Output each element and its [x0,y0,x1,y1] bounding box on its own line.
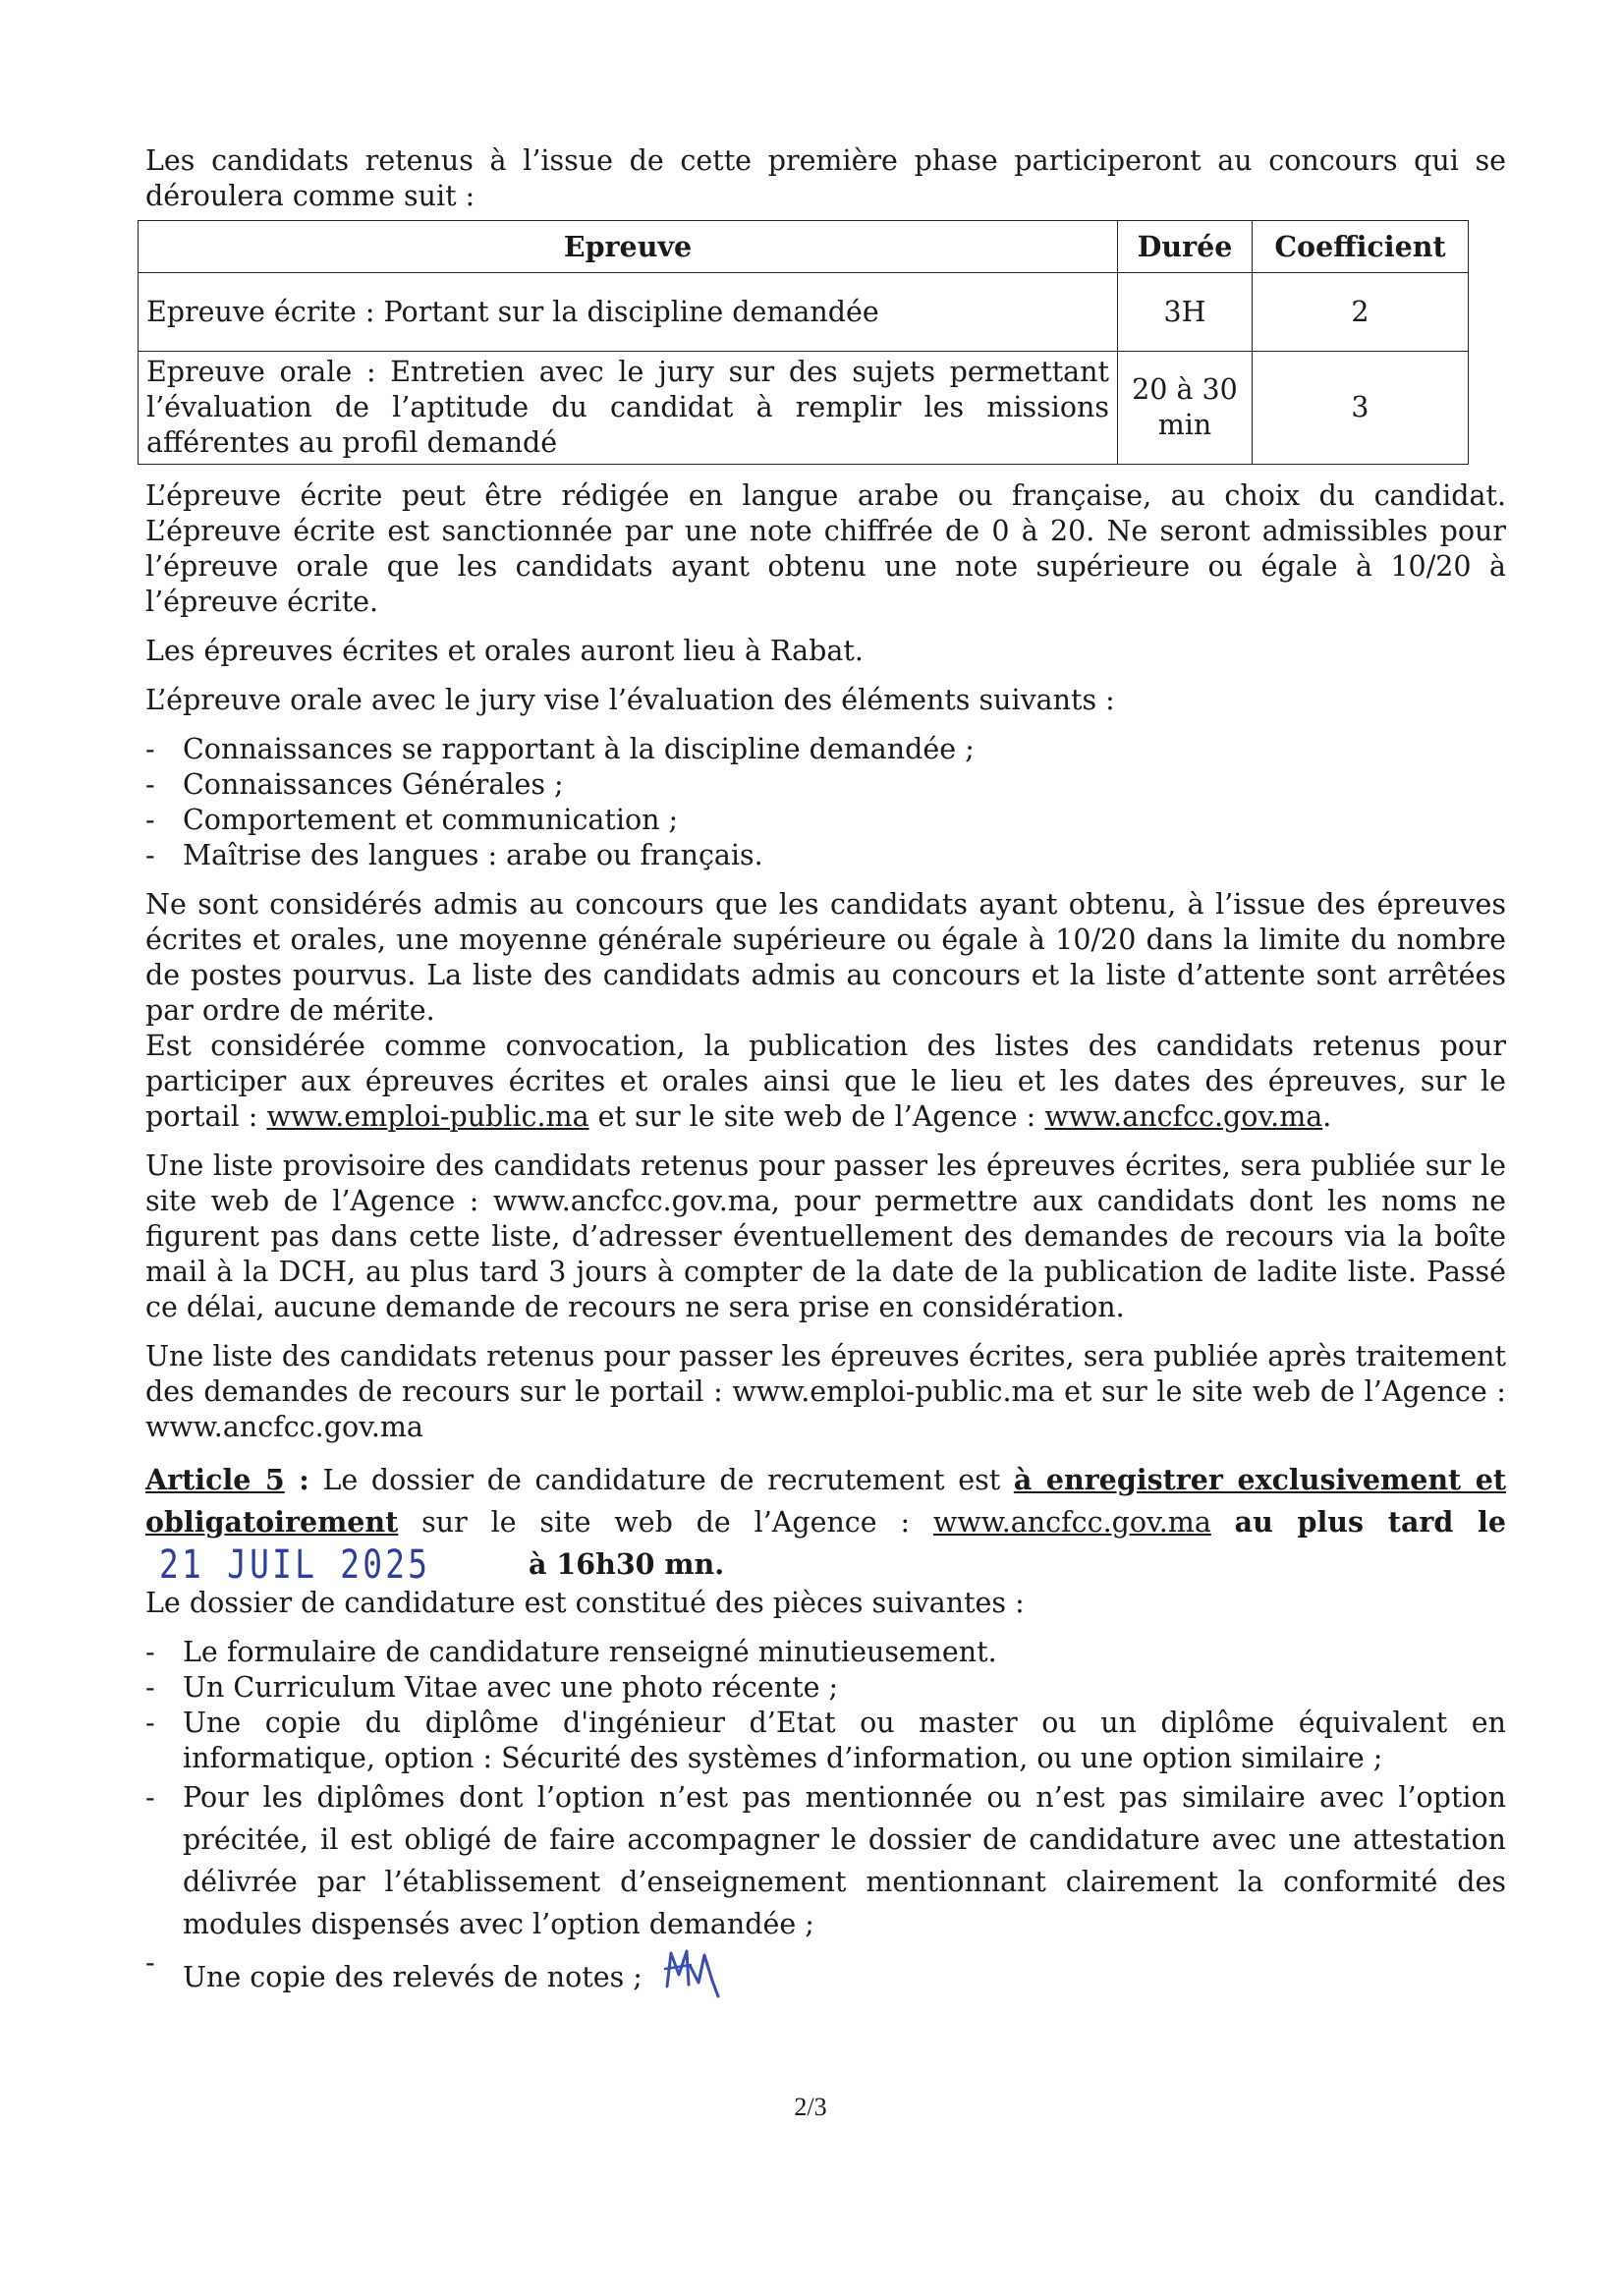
deadline-time: à 16h30 mn. [529,1547,725,1581]
paragraph-dossier: Le dossier de candidature est constitué des pièces suivantes : [145,1587,1025,1619]
link-emploi-public[interactable]: www.emploi-public.ma [266,1100,589,1133]
list-item: - Maîtrise des langues : arabe ou français. [145,839,763,871]
cell-epreuve: Epreuve écrite : Portant sur la discipline demandée [139,273,1118,352]
table-row [139,352,1469,465]
page-number: 2/3 [794,2093,827,2121]
cell-duree: 20 à 30 min [1118,352,1253,465]
list-item: - Connaissances se rapportant à la discipline demandée ; [145,733,975,765]
list-item: - Pour les diplômes dont l’option n’est pas mentionnée ou n’est pas similaire avec l’option précitée, il est obligé de faire accompagner le dossier de candidature avec une attestation délivrée par l’établissement d’enseignement mentionnant clairement la conformité des modules dispensés avec l’option demandée ; [145,1781,1506,1940]
cell-coef: 3 [1253,352,1469,465]
paragraph-convocation: Est considérée comme convocation, la publication des listes des candidats retenus pour participer aux épreuves écrites et orales ainsi que le lieu et les dates des épreuves, sur le portail : www.emploi-public.ma et sur le site web de l’Agence : www.ancfcc.gov.ma. [145,1030,1506,1133]
evaluation-list [145,732,1506,873]
date-stamp: 21 JUIL 2025 [159,1542,431,1588]
header-duree: Durée [1118,221,1253,273]
list-item: - Une copie des relevés de notes ; [145,1945,1506,2000]
table-row [139,273,1469,352]
dossier-list [145,1635,1506,2000]
paragraph-lieu: Les épreuves écrites et orales auront lieu à Rabat. [145,635,864,667]
list-item: - Une copie du diplôme d'ingénieur d’Etat ou master ou un diplôme équivalent en informatique, option : Sécurité des systèmes d’information, ou une option similaire ; [145,1707,1506,1774]
paragraph-liste-definitive: Une liste des candidats retenus pour passer les épreuves écrites, sera publiée après traitement des demandes de recours sur le portail : www.emploi-public.ma et sur le site web de l’Agence : www.ancfcc.gov.ma [145,1340,1506,1443]
article-5-label: Article 5 [145,1463,285,1496]
list-item: - Le formulaire de candidature renseigné minutieusement. [145,1636,997,1668]
article-5: Article 5 : Le dossier de candidature de recrutement est à enregistrer exclusivement et obligatoirement sur le site web de l’Agence : www.ancfcc.gov.ma au plus tard le 21 JUIL 2025 à 16h30 mn. [145,1463,1507,1588]
cell-epreuve: Epreuve orale : Entretien avec le jury sur des sujets permettant l’évaluation de l’aptitude du candidat à remplir les missions afférentes au profil demandé [139,352,1118,465]
header-epreuve: Epreuve [139,221,1118,273]
cell-coef: 2 [1253,273,1469,352]
link-ancfcc[interactable]: www.ancfcc.gov.ma [1044,1100,1323,1133]
paragraph-liste-provisoire: Une liste provisoire des candidats retenus pour passer les épreuves écrites, sera publiée sur le site web de l’Agence : www.ancfcc.gov.ma, pour permettre aux candidats dont les noms ne figurent pas dans cette liste, d’adresser éventuellement des demandes de recours via la boîte mail à la DCH, au plus tard 3 jours à compter de la date de la publication de ladite liste. Passé ce délai, aucune demande de recours ne sera prise en considération. [145,1149,1506,1323]
paragraph-epreuve-orale: L’épreuve orale avec le jury vise l’évaluation des éléments suivants : [145,684,1115,716]
paragraph-epreuve-ecrite: L’épreuve écrite peut être rédigée en langue arabe ou française, au choix du candidat. L’épreuve écrite est sanctionnée par une note chiffrée de 0 à 20. Ne seront admissibles pour l’épreuve orale que les candidats ayant obtenu une note supérieure ou égale à 10/20 à l’épreuve écrite. [145,479,1506,618]
paragraph-admission: Ne sont considérés admis au concours que les candidats ayant obtenu, à l’issue des épreuves écrites et orales, une moyenne générale supérieure ou égale à 10/20 dans la limite du nombre de postes pourvus. La liste des candidats admis au concours et la liste d’attente sont arrêtées par ordre de mérite. [145,888,1506,1027]
document-body [145,143,1506,2000]
cell-duree: 3H [1118,273,1253,352]
intro-paragraph: Les candidats retenus à l’issue de cette première phase participeront au concours qui se déroulera comme suit : [145,144,1506,212]
link-ancfcc-article5[interactable]: www.ancfcc.gov.ma [932,1506,1211,1539]
list-item: - Connaissances Générales ; [145,768,564,801]
header-coefficient: Coefficient [1253,221,1469,273]
article-5-emphasis: à enregistrer exclusivement et obligatoirement [145,1463,1507,1539]
exam-table [138,220,1469,465]
list-item: - Comportement et communication ; [145,804,679,836]
list-item: - Un Curriculum Vitae avec une photo récente ; [145,1671,839,1704]
signature-initials-icon [661,1945,724,2000]
table-header-row [139,221,1469,273]
